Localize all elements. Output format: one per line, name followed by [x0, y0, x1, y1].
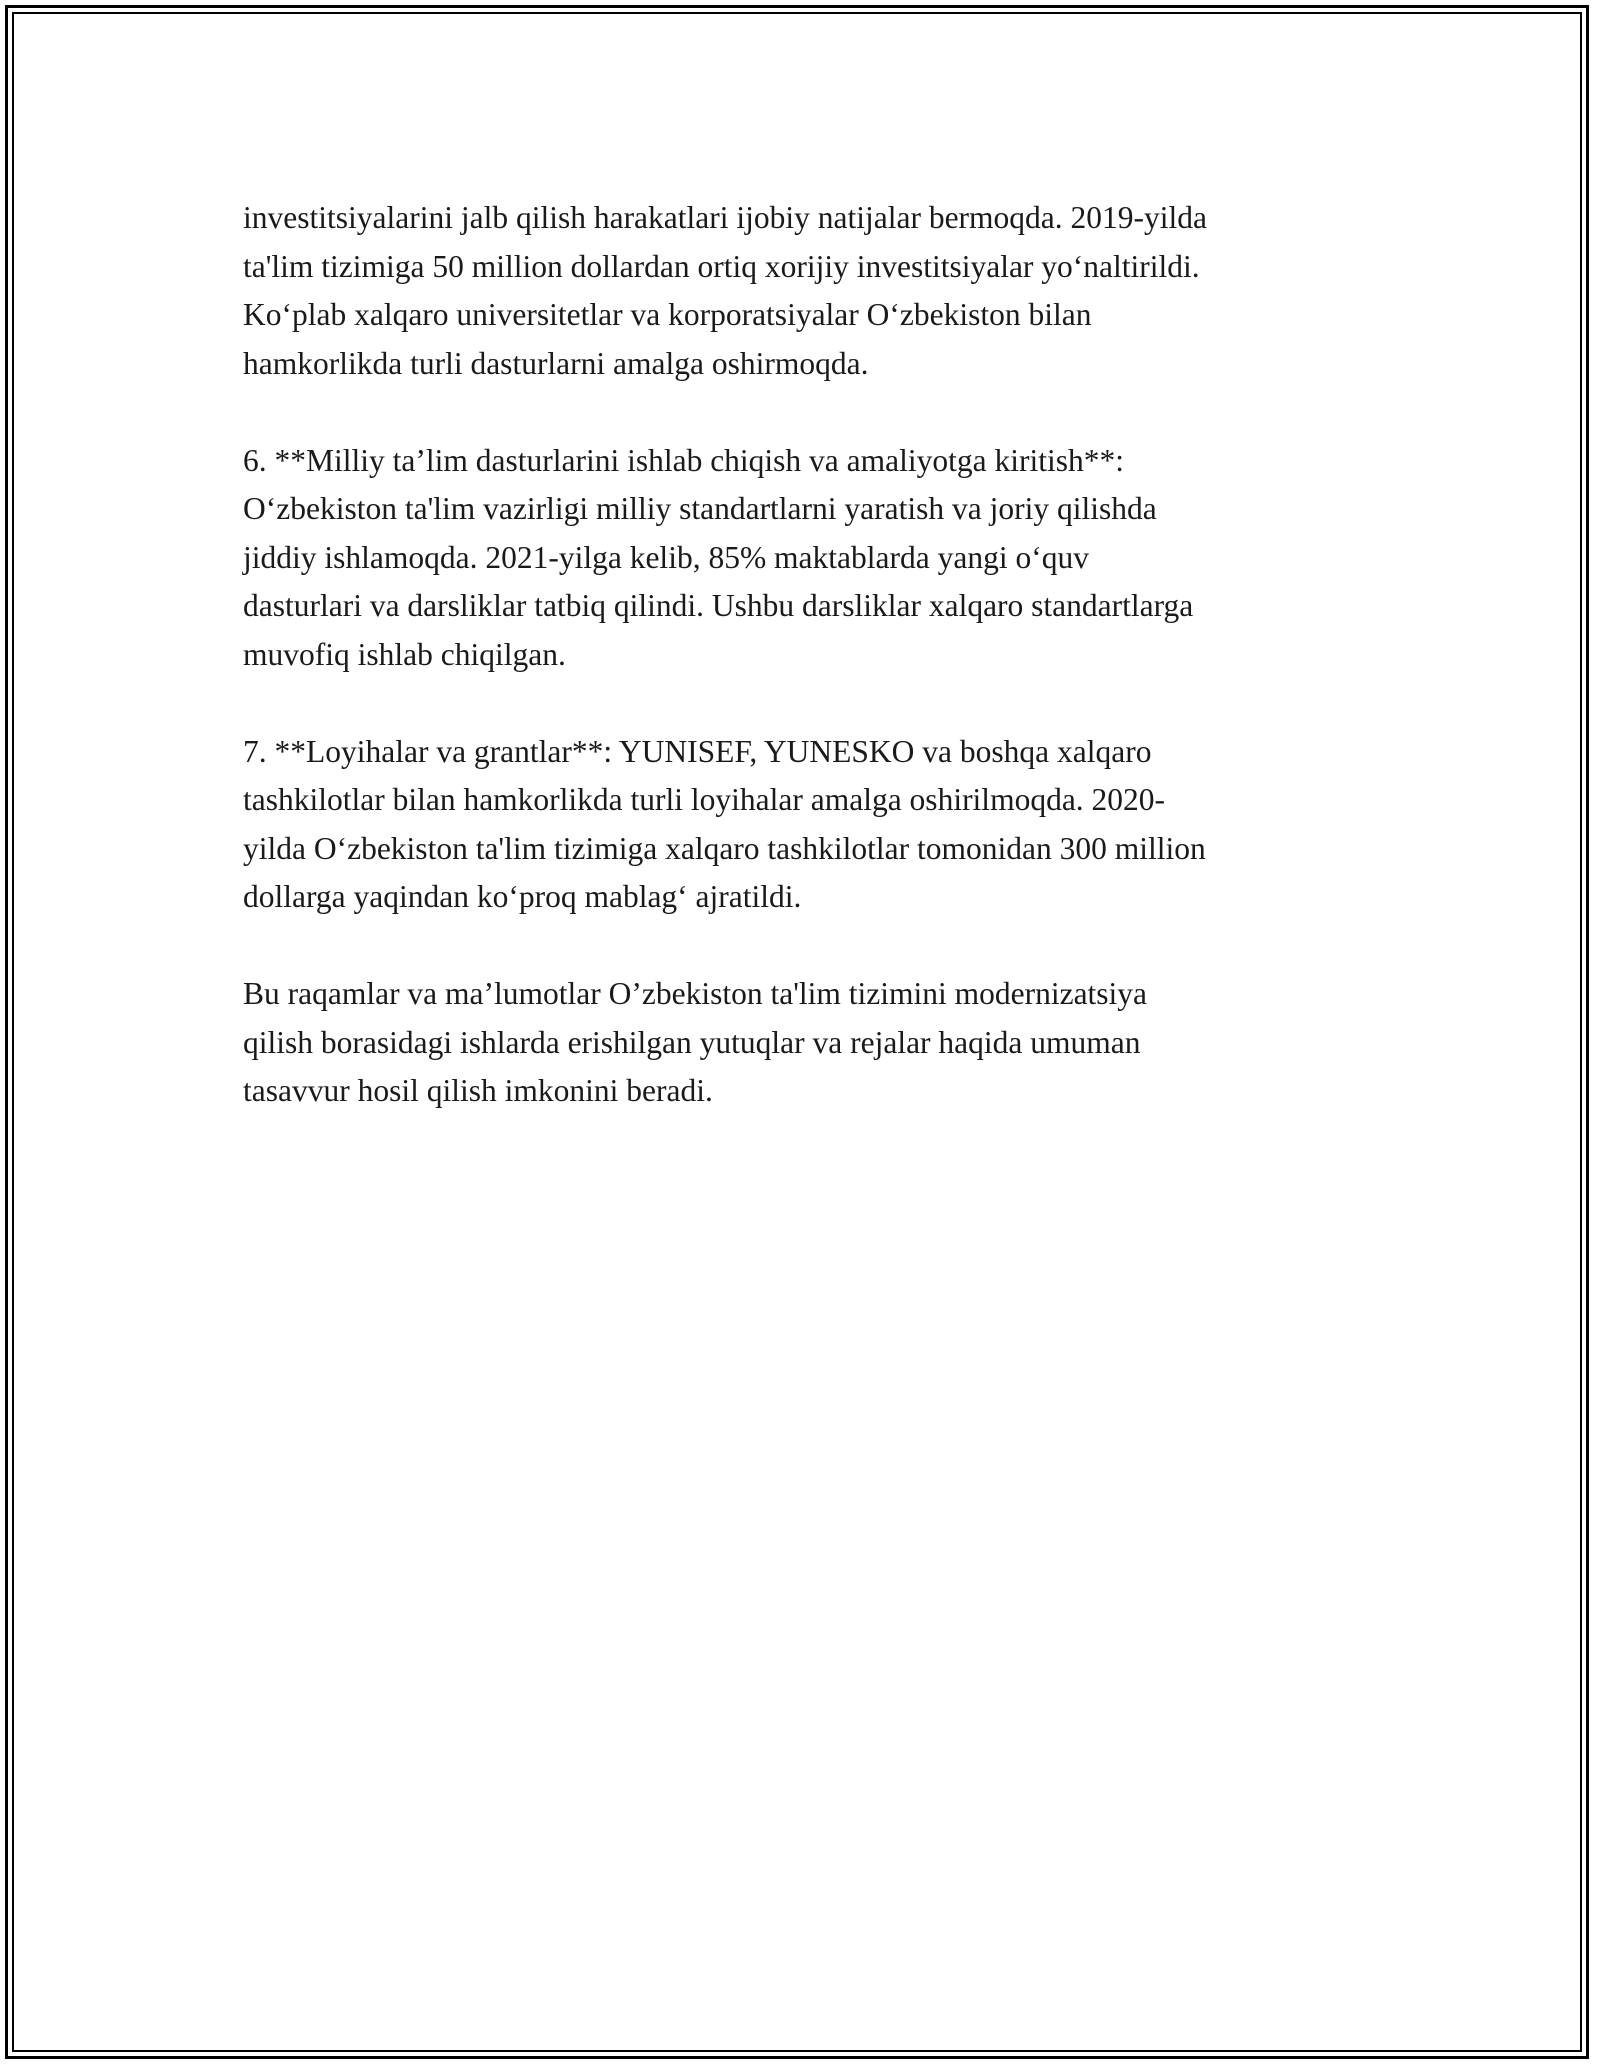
text-line: tasavvur hosil qilish imkonini beradi. — [243, 1073, 713, 1108]
text-line: dasturlari va darsliklar tatbiq qilindi. Ushbu darsliklar xalqaro standartlarga — [243, 588, 1194, 623]
text-line: 7. **Loyihalar va grantlar**: YUNISEF, YUNESKO va boshqa xalqaro — [243, 733, 1152, 769]
text-line: qilish borasidagi ishlarda erishilgan yutuqlar va rejalar haqida umuman — [243, 1024, 1141, 1060]
text-line: yilda O‘zbekiston ta'lim tizimiga xalqaro tashkilotlar tomonidan 300 million — [243, 830, 1206, 866]
text-line: dollarga yaqindan ko‘proq mablag‘ ajratildi. — [243, 879, 802, 914]
text-line: O‘zbekiston ta'lim vazirligi milliy standartlarni yaratish va joriy qilishda — [243, 491, 1157, 526]
text-line: 6. **Milliy ta’lim dasturlarini ishlab chiqish va amaliyotga kiritish**: — [243, 442, 1125, 478]
text-line: hamkorlikda turli dasturlarni amalga oshirmoqda. — [243, 345, 869, 381]
text-line: investitsiyalarini jalb qilish harakatlari ijobiy natijalar bermoqda. 2019-yilda — [243, 200, 1207, 235]
text-line: tashkilotlar bilan hamkorlikda turli loyihalar amalga oshirilmoqda. 2020- — [243, 782, 1166, 817]
paragraph-item-6 — [243, 437, 1388, 680]
text-line: muvofiq ishlab chiqilgan. — [243, 636, 566, 672]
paragraph-investments — [243, 194, 1388, 388]
paragraph-item-7 — [243, 728, 1388, 922]
text-line: Bu raqamlar va ma’lumotlar O’zbekiston ta'lim tizimini modernizatsiya — [243, 976, 1148, 1011]
paragraph-conclusion — [243, 970, 1388, 1116]
text-line: Ko‘plab xalqaro universitetlar va korporatsiyalar O‘zbekiston bilan — [243, 297, 1092, 332]
text-line: ta'lim tizimiga 50 million dollardan ortiq xorijiy investitsiyalar yo‘naltirildi. — [243, 248, 1200, 284]
document-body — [243, 194, 1388, 1164]
page-frame — [5, 5, 1589, 2059]
text-line: jiddiy ishlamoqda. 2021-yilga kelib, 85% maktablarda yangi o‘quv — [243, 539, 1089, 575]
